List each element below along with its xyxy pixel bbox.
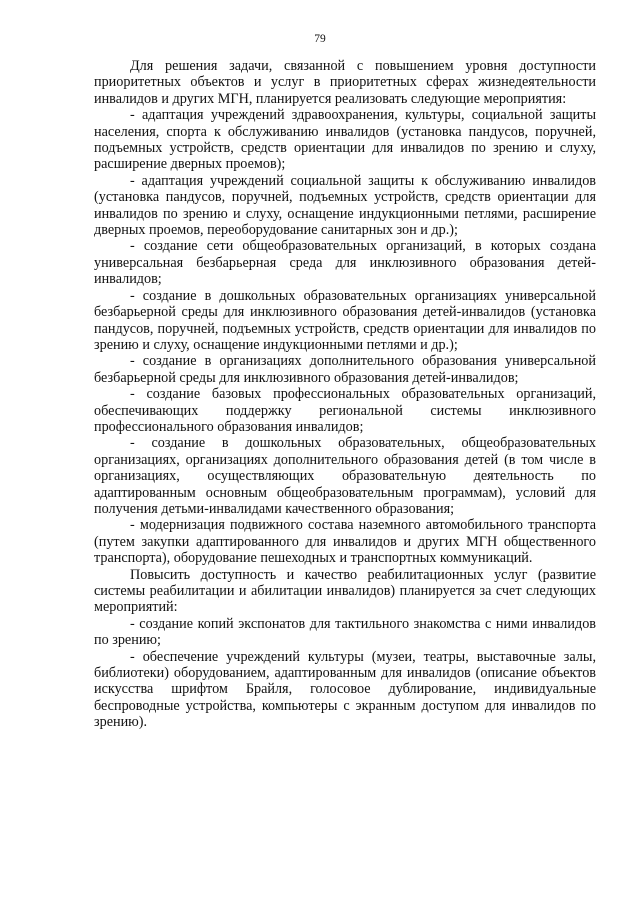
list-item-education-conditions: - создание в дошкольных образовательных, общеобразовательных организациях, организациях дополнительного образования детей (в том числе в организациях, осуществляющих образовательную деятельность по адаптированным основным общеобразовательным программам), условий для получения детьми-инвалидами качественного образования; <box>94 435 596 517</box>
list-item-social-protection-adaptation: - адаптация учреждений социальной защиты к обслуживанию инвалидов (установка пандусов, поручней, подъемных устройств, средств ориентации для инвалидов по зрению и слуху, оснащение индукционными петлями, расширение дверных проемов, переоборудование санитарных зон и др.); <box>94 172 596 239</box>
list-item-preschool-barrier-free: - создание в дошкольных образовательных организациях универсальной безбарьерной среды для инклюзивного образования детей-инвалидов (установка пандусов, поручней, подъемных устройств, средств ориентации для инвалидов по зрению и слуху, оснащение индукционными петлями и др.); <box>94 287 596 353</box>
list-item-vocational-organizations: - создание базовых профессиональных образовательных организаций, обеспечивающих поддержку региональной системы инклюзивного профессионального образования инвалидов; <box>94 386 596 435</box>
list-item-healthcare-adaptation: - адаптация учреждений здравоохранения, культуры, социальной защиты населения, спорта к обслуживанию инвалидов (установка пандусов, поручней, подъемных устройств, средств ориентации для инвалидов по зрению и слуху, расширение дверных проемов); <box>94 107 596 173</box>
list-item-tactile-exhibits: - создание копий экспонатов для тактильного знакомства с ними инвалидов по зрению; <box>94 615 596 649</box>
list-item-transport-modernization: - модернизация подвижного состава наземного автомобильного транспорта (путем закупки адаптированного для инвалидов и других МГН общественного транспорта), оборудование пешеходных и транспортных коммуникаций. <box>94 517 596 567</box>
intro-paragraph: Для решения задачи, связанной с повышением уровня доступности приоритетных объектов и услуг в приоритетных сферах жизнедеятельности инвалидов и других МГН, планируется реализовать следующие мероприятия: <box>94 58 596 107</box>
list-item-general-education-network: - создание сети общеобразовательных организаций, в которых создана универсальная безбарьерная среда для инклюзивного образования детей-инвалидов; <box>94 238 596 288</box>
page-number: 79 <box>314 33 326 45</box>
list-item-culture-equipment: - обеспечение учреждений культуры (музеи, театры, выставочные залы, библиотеки) оборудованием, адаптированным для инвалидов (описание объектов искусства шрифтом Брайля, голосовое дублирование, индивидуальные беспроводные устройства, компьютеры с экранным доступом для инвалидов по зрению). <box>94 648 596 731</box>
rehabilitation-paragraph: Повысить доступность и качество реабилитационных услуг (развитие системы реабилитации и абилитации инвалидов) планируется за счет следующих мероприятий: <box>94 566 596 616</box>
document-body <box>94 58 596 731</box>
list-item-additional-education: - создание в организациях дополнительного образования универсальной безбарьерной среды для инклюзивного образования детей-инвалидов; <box>94 353 596 386</box>
